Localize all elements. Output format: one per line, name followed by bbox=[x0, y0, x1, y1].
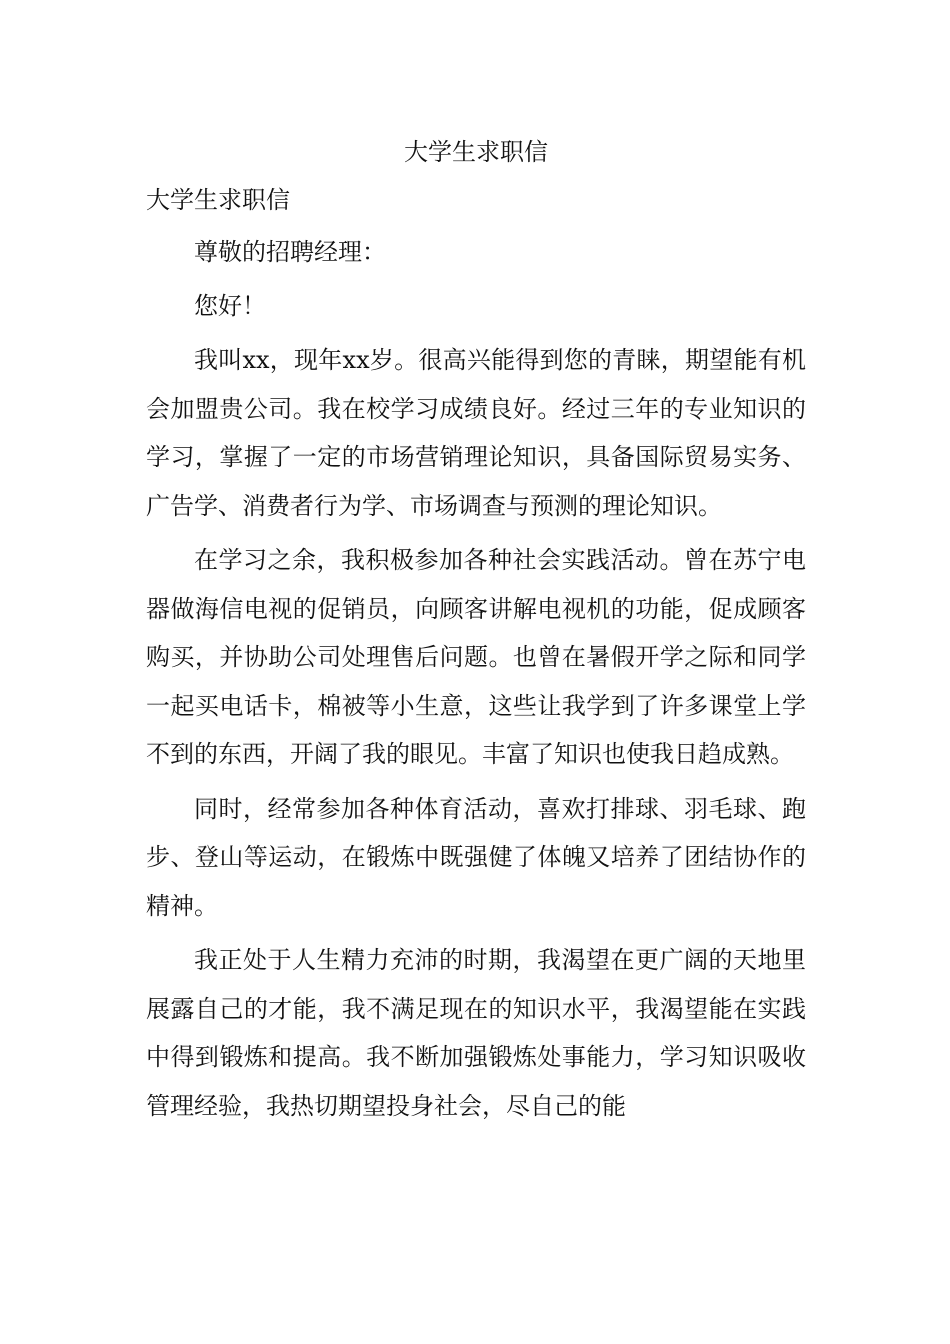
document-subtitle: 大学生求职信 bbox=[146, 186, 290, 214]
document-title: 大学生求职信 bbox=[404, 138, 548, 166]
paragraph-introduction: 我叫xx，现年xx岁。很高兴能得到您的青睐，期望能有机会加盟贵公司。我在校学习成绩良好。经过三年的专业知识的学习，掌握了一定的市场营销理论知识，具备国际贸易实务、广告学、消费者行为学、市场调查与预测的理论知识。 bbox=[146, 346, 806, 520]
paragraph-aspiration: 我正处于人生精力充沛的时期，我渴望在更广阔的天地里展露自己的才能，我不满足现在的知识水平，我渴望能在实践中得到锻炼和提高。我不断加强锻炼处事能力，学习知识吸收管理经验，我热切期望投身社会，尽自己的能 bbox=[146, 946, 806, 1120]
salutation: 尊敬的招聘经理： bbox=[194, 238, 386, 266]
greeting: 您好！ bbox=[194, 292, 266, 320]
paragraph-practice: 在学习之余，我积极参加各种社会实践活动。曾在苏宁电器做海信电视的促销员，向顾客讲解电视机的功能，促成顾客购买，并协助公司处理售后问题。也曾在暑假开学之际和同学一起买电话卡，棉被等小生意，这些让我学到了许多课堂上学不到的东西，开阔了我的眼见。丰富了知识也使我日趋成熟。 bbox=[146, 546, 806, 768]
paragraph-sports: 同时，经常参加各种体育活动，喜欢打排球、羽毛球、跑步、登山等运动，在锻炼中既强健了体魄又培养了团结协作的精神。 bbox=[146, 794, 806, 920]
document-body bbox=[146, 128, 806, 1136]
